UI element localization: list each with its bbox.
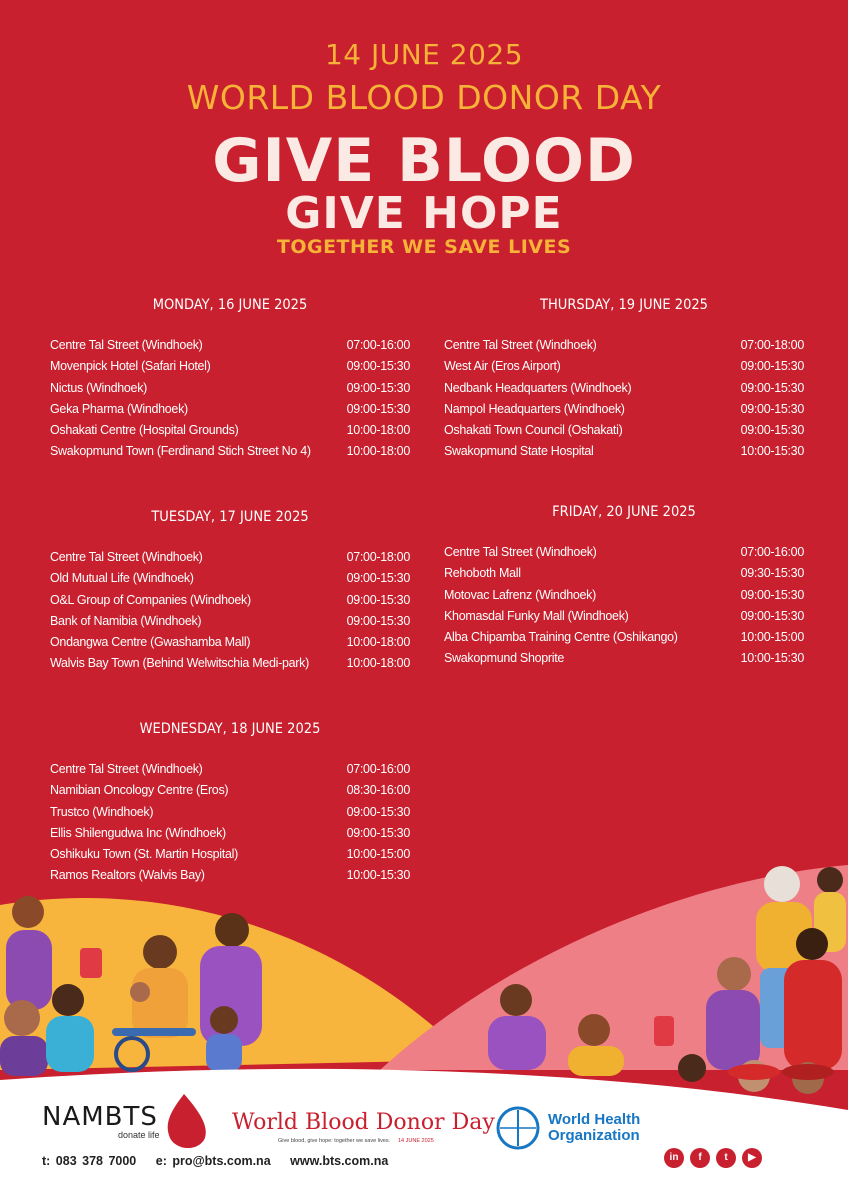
location: Centre Tal Street (Windhoek) bbox=[444, 545, 597, 559]
time-slot: 10:00-15:00 bbox=[346, 847, 410, 862]
time-slot: 08:30-16:00 bbox=[346, 783, 410, 798]
phone: t: 083 378 7000 bbox=[42, 1154, 137, 1168]
time-slot: 10:00-15:30 bbox=[740, 444, 804, 459]
time-slot: 10:00-18:00 bbox=[346, 444, 410, 459]
facebook-icon[interactable]: f bbox=[690, 1148, 710, 1168]
location: Namibian Oncology Centre (Eros) bbox=[50, 783, 229, 798]
time-slot: 09:00-15:30 bbox=[740, 359, 804, 374]
wbdd-date: 14 JUNE 2025 bbox=[398, 1138, 434, 1144]
time-slot: 10:00-15:00 bbox=[740, 630, 804, 645]
location: Centre Tal Street (Windhoek) bbox=[50, 338, 203, 352]
website-link[interactable]: www.bts.com.na bbox=[290, 1154, 389, 1168]
who-line2: Organization bbox=[548, 1127, 640, 1144]
location: Motovac Lafrenz (Windhoek) bbox=[444, 587, 596, 602]
day-title: TUESDAY, 17 JUNE 2025 bbox=[151, 509, 309, 525]
time-slot: 09:00-15:30 bbox=[346, 825, 410, 840]
location: Centre Tal Street (Windhoek) bbox=[50, 550, 203, 564]
location: Swakopmund Town (Ferdinand Stich Street No 4) bbox=[50, 444, 311, 459]
time-slot: 09:00-15:30 bbox=[346, 401, 410, 416]
nambts-tagline: donate life bbox=[118, 1130, 160, 1140]
time-slot: 09:00-15:30 bbox=[346, 592, 410, 607]
location: Ellis Shilengudwa Inc (Windhoek) bbox=[50, 825, 226, 840]
location: Centre Tal Street (Windhoek) bbox=[444, 338, 597, 352]
time-slot: 10:00-15:30 bbox=[740, 651, 804, 666]
youtube-icon[interactable]: ▶ bbox=[742, 1148, 762, 1168]
location: Oshakati Centre (Hospital Grounds) bbox=[50, 423, 239, 438]
headline-give-hope: GIVE HOPE bbox=[285, 188, 563, 239]
location: Nedbank Headquarters (Windhoek) bbox=[444, 380, 632, 395]
location: Rehoboth Mall bbox=[444, 566, 521, 581]
time-slot: 07:00-16:00 bbox=[346, 338, 410, 352]
time-slot: 09:00-15:30 bbox=[346, 571, 410, 586]
location: Oshakati Town Council (Oshakati) bbox=[444, 423, 623, 438]
time-slot: 07:00-18:00 bbox=[740, 338, 804, 352]
time-slot: 07:00-18:00 bbox=[346, 550, 410, 564]
location: O&L Group of Companies (Windhoek) bbox=[50, 592, 251, 607]
time-slot: 09:00-15:30 bbox=[740, 608, 804, 623]
time-slot: 09:30-15:30 bbox=[740, 566, 804, 581]
time-slot: 09:00-15:30 bbox=[740, 380, 804, 395]
location: Oshikuku Town (St. Martin Hospital) bbox=[50, 847, 238, 862]
time-slot: 10:00-18:00 bbox=[346, 423, 410, 438]
time-slot: 10:00-15:30 bbox=[346, 868, 410, 883]
tagline: TOGETHER WE SAVE LIVES bbox=[276, 236, 572, 258]
nambts-logo: NAMBTS bbox=[42, 1102, 158, 1132]
time-slot: 07:00-16:00 bbox=[346, 762, 410, 776]
day-title: THURSDAY, 19 JUNE 2025 bbox=[540, 297, 708, 313]
location: Nampol Headquarters (Windhoek) bbox=[444, 401, 625, 416]
location: West Air (Eros Airport) bbox=[444, 359, 561, 374]
twitter-icon[interactable]: t bbox=[716, 1148, 736, 1168]
day-title: WEDNESDAY, 18 JUNE 2025 bbox=[139, 721, 321, 737]
time-slot: 09:00-15:30 bbox=[346, 804, 410, 819]
location: Geka Pharma (Windhoek) bbox=[50, 401, 188, 416]
time-slot: 07:00-16:00 bbox=[740, 545, 804, 559]
location: Bank of Namibia (Windhoek) bbox=[50, 613, 202, 628]
location: Centre Tal Street (Windhoek) bbox=[50, 762, 203, 776]
time-slot: 09:00-15:30 bbox=[740, 587, 804, 602]
location: Khomasdal Funky Mall (Windhoek) bbox=[444, 608, 629, 623]
location: Nictus (Windhoek) bbox=[50, 380, 148, 395]
location: Ondangwa Centre (Gwashamba Mall) bbox=[50, 635, 251, 650]
event-date: 14 JUNE 2025 bbox=[324, 38, 524, 71]
time-slot: 09:00-15:30 bbox=[740, 423, 804, 438]
location: Swakopmund Shoprite bbox=[444, 651, 565, 666]
event-title: WORLD BLOOD DONOR DAY bbox=[186, 78, 662, 117]
time-slot: 09:00-15:30 bbox=[346, 380, 410, 395]
location: Trustco (Windhoek) bbox=[50, 804, 154, 819]
location: Alba Chipamba Training Centre (Oshikango) bbox=[444, 630, 678, 645]
time-slot: 09:00-15:30 bbox=[346, 359, 410, 374]
headline-give-blood: GIVE BLOOD bbox=[212, 126, 636, 196]
wbdd-tagline: Give blood, give hope: together we save lives. bbox=[278, 1138, 391, 1144]
wbdd-logo: World Blood Donor Day bbox=[232, 1110, 495, 1135]
location: Swakopmund State Hospital bbox=[444, 444, 594, 459]
time-slot: 09:00-15:30 bbox=[346, 613, 410, 628]
email: e: pro@bts.com.na bbox=[155, 1154, 271, 1168]
time-slot: 09:00-15:30 bbox=[740, 401, 804, 416]
time-slot: 10:00-18:00 bbox=[346, 635, 410, 650]
time-slot: 10:00-18:00 bbox=[346, 656, 410, 671]
location: Movenpick Hotel (Safari Hotel) bbox=[50, 359, 211, 374]
who-logo bbox=[548, 1112, 640, 1144]
who-line1: World Health bbox=[548, 1111, 641, 1128]
location: Walvis Bay Town (Behind Welwitschia Medi-park) bbox=[50, 656, 309, 671]
location: Old Mutual Life (Windhoek) bbox=[50, 571, 194, 586]
linkedin-icon[interactable]: in bbox=[664, 1148, 684, 1168]
contact-line bbox=[42, 1154, 402, 1168]
day-title: MONDAY, 16 JUNE 2025 bbox=[152, 297, 308, 313]
location: Ramos Realtors (Walvis Bay) bbox=[50, 868, 205, 883]
day-title: FRIDAY, 20 JUNE 2025 bbox=[552, 504, 696, 520]
